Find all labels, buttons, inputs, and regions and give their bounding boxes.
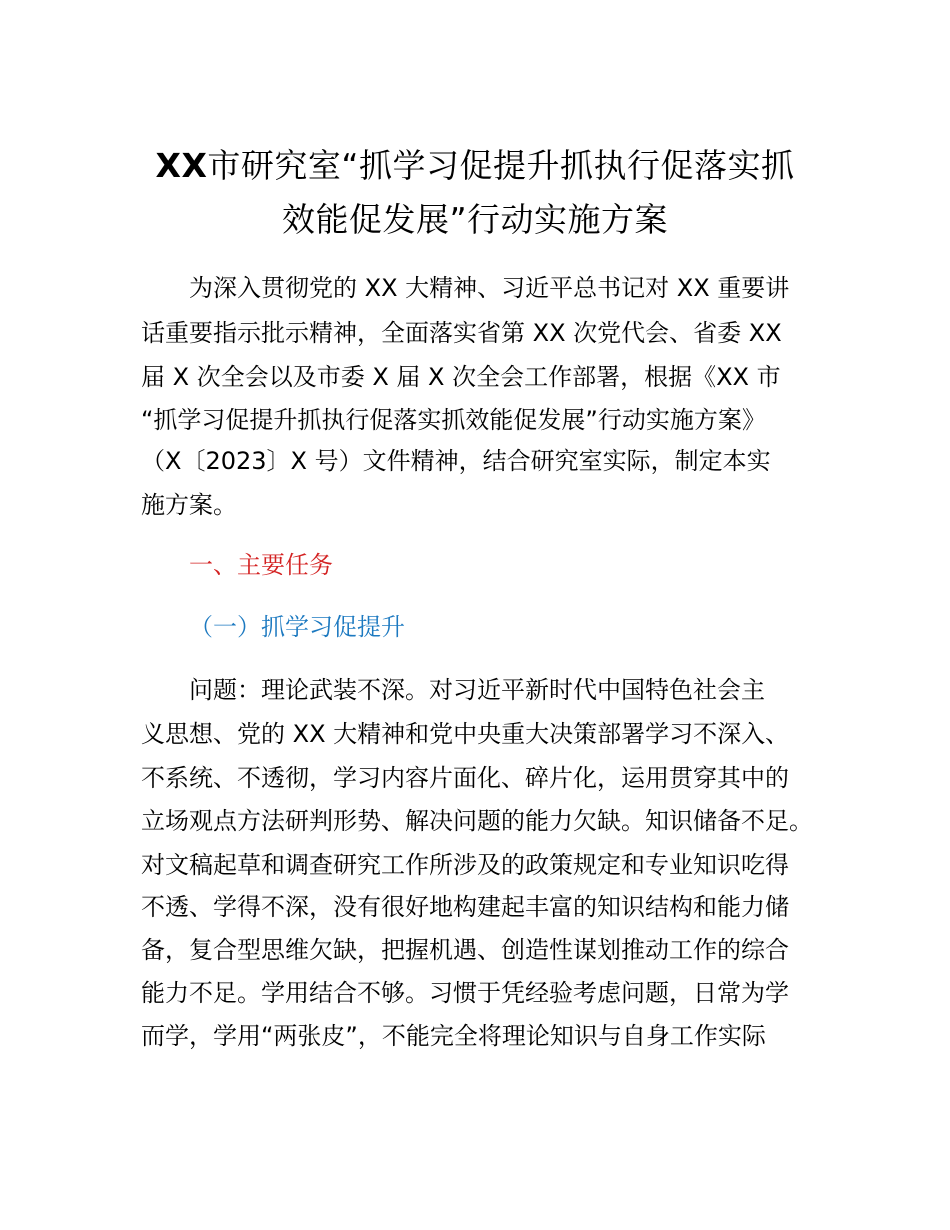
body-line-2: 义思想、党的 XX 大精神和党中央重大决策部署学习不深入、 — [141, 720, 790, 748]
section-heading-main-tasks: 一、主要任务 — [189, 551, 333, 579]
intro-line-2: 话重要指示批示精神，全面落实省第 XX 次党代会、省委 XX — [141, 319, 782, 347]
intro-line-4: “抓学习促提升抓执行促落实抓效能促发展”行动实施方案》 — [141, 406, 766, 434]
body-line-6: 不透、学得不深，没有很好地构建起丰富的知识结构和能力储 — [141, 893, 789, 921]
body-line-1: 问题：理论武装不深。对习近平新时代中国特色社会主 — [189, 676, 765, 704]
intro-line-1: 为深入贯彻党的 XX 大精神、习近平总书记对 XX 重要讲 — [189, 274, 790, 302]
document-title-line-2: 效能促发展”行动实施方案 — [281, 200, 669, 239]
body-line-9: 而学，学用“两张皮”，不能完全将理论知识与自身工作实际 — [141, 1022, 766, 1050]
title-prefix: XX — [155, 146, 208, 185]
body-line-7: 备，复合型思维欠缺，把握机遇、创造性谋划推动工作的综合 — [141, 936, 789, 964]
intro-line-3: 届 X 次全会以及市委 X 届 X 次全会工作部署，根据《XX 市 — [141, 363, 781, 391]
intro-line-6: 施方案。 — [141, 491, 237, 519]
body-line-5: 对文稿起草和调查研究工作所涉及的政策规定和专业知识吃得 — [141, 851, 789, 879]
title-line-1-text: 市研究室“抓学习促提升抓执行促落实抓 — [207, 146, 795, 185]
body-line-4: 立场观点方法研判形势、解决问题的能力欠缺。知识储备不足。 — [141, 807, 813, 835]
subsection-heading-study: （一）抓学习促提升 — [189, 613, 405, 641]
intro-line-5: （X〔2023〕X 号）文件精神，结合研究室实际，制定本实 — [141, 447, 771, 475]
body-line-8: 能力不足。学用结合不够。习惯于凭经验考虑问题，日常为学 — [141, 979, 789, 1007]
body-line-3: 不系统、不透彻，学习内容片面化、碎片化，运用贯穿其中的 — [141, 764, 789, 792]
document-title-line-1 — [100, 140, 850, 192]
